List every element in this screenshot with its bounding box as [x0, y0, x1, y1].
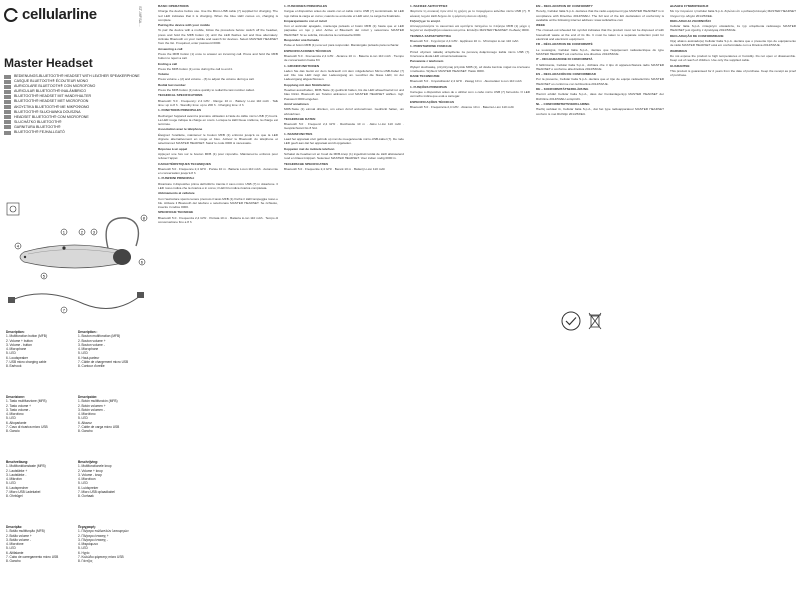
- language-list: [4, 74, 144, 135]
- section-text: The crossed-out wheeled bin symbol indicates that the product must not be disposed of with household waste at the end of its life. It must be taken to a separate collection point for electrical and electronic equipment.: [536, 28, 664, 42]
- legend-item: 3. Botón volumen -: [78, 407, 105, 412]
- legend-item: 5. LED: [78, 546, 88, 551]
- legend-item: 7. Câble de chargement micro USB: [78, 360, 129, 365]
- section-text: Bluetooth 5.0 · Frequenza 2,4 GHz · Portata 10 m · Batteria Li-ion 110 mAh · Tempo di conversazione fino a 8 h: [158, 215, 278, 225]
- legend-item: 4. Mikrofon: [6, 477, 22, 482]
- language-label: BLUETOOTH® FEJHALLGATÓ: [14, 130, 65, 135]
- legend-item: 8. Contour d'oreille: [78, 364, 105, 369]
- section-heading: EN – DECLARATION OF CONFORMITY: [536, 4, 593, 8]
- flag-icon: [4, 105, 11, 109]
- svg-text:1: 1: [62, 229, 65, 235]
- section-text: Charge the device before use. Use the Micro-USB cable (7) supplied for charging. The red LED indicates that it is charging. When the blue LED comes on, charging is complete.: [158, 9, 278, 22]
- language-label: ΑΚΟΥΣΤΙΚΑ BLUETOOTH® ΜΕ ΜΙΚΡΟΦΩΝΟ: [14, 104, 90, 109]
- section-text: Bluetooth: 5.0 · Frequency: 2.4 GHz · Range: 10 m · Battery: Li-ion 110 mAh · Talk time: up to 8 h · Standby time: up to 200 h · Charging time: 2 h: [158, 98, 278, 107]
- legend-item: 7. Cavo di ricarica micro USB: [6, 425, 48, 430]
- section-text: Bluetooth 5.0 · Συχνότητα 2,4 GHz · Εμβέλεια 10 m · Μπαταρία Li-ion 110 mAh: [410, 39, 519, 44]
- flag-icon: [4, 80, 11, 84]
- section-text: Laad het apparaat vóór gebruik op met de meegeleverde micro-USB-kabel (7). De rode LED geeft aan dat het apparaat wordt opgeladen.: [284, 137, 404, 146]
- legend-item: 3. Lautstärke -: [6, 472, 27, 477]
- section-text: Appuyez une fois sur le bouton MFB (1) pour répondre. Maintenez-le enfoncé pour refuser l'appel.: [158, 151, 278, 161]
- section-heading: 1. FONCTIONS PRINCIPALES: [158, 108, 202, 113]
- document-title: Master Headset: [4, 56, 93, 70]
- legend-heading: Περιγραφή:: [78, 525, 96, 529]
- section-heading: Anruf annehmen: [284, 101, 309, 106]
- legend-item: 4. Microfoon: [78, 477, 96, 482]
- legend-item: 2. Botão volume +: [6, 533, 32, 538]
- legend-item: 7. Cable de carga micro USB: [78, 425, 120, 430]
- section-heading: 1. FUNZIONI PRINCIPALI: [158, 176, 195, 181]
- section-text: Laden Sie das Gerät vor dem Gebrauch mit dem mitgelieferten Micro-USB-Kabel (7) auf. Die rote LED zeigt den Ladevorgang an. Leuchtet die blaue LED, ist der Ladevorgang abgeschlossen.: [284, 68, 404, 82]
- section-heading: ΤΕΧΝΙΚΑ ΧΑΡΑΚΤΗΡΙΣΤΙΚΑ: [410, 33, 452, 38]
- legend-item: 8. Earhook: [6, 364, 22, 369]
- section-heading: Kopplung mit dem Mobiltelefon: [284, 82, 331, 87]
- section-heading: 1. FUNCIONES PRINCIPALES: [284, 4, 328, 8]
- legend-item: 7. Cabo de carregamento micro USB: [6, 555, 59, 560]
- legend-de: [6, 460, 72, 499]
- text-column-3: [284, 4, 404, 596]
- section-heading: DEKLARACJA ZGODNOŚCI: [670, 18, 711, 23]
- section-heading: 1. GRUNDFUNKTIONEN: [284, 63, 320, 68]
- legend-gr: [78, 525, 144, 564]
- section-heading: 1. FUNÇÕES PRINCIPAIS: [410, 84, 447, 89]
- section-heading: CARACTÉRISTIQUES TECHNIQUES: [158, 161, 211, 166]
- legend-item: 5. LED: [6, 351, 16, 356]
- legend-item: 8. Gancio: [6, 429, 20, 434]
- legend-item: 1. Botón multifunción (MFB): [78, 399, 118, 404]
- section-heading: IT – DICHIARAZIONE DI CONFORMITÀ: [536, 57, 593, 62]
- legend-item: 8. Oorhaak: [78, 494, 94, 499]
- brand-logo: [4, 6, 97, 23]
- legend-item: 6. Ηχείο: [78, 550, 90, 555]
- svg-text:6: 6: [140, 259, 143, 265]
- section-heading: Answering a call: [158, 46, 183, 51]
- section-heading: Ending a call: [158, 61, 178, 66]
- language-label: SLUCHÁTKO BLUETOOTH®: [14, 119, 62, 124]
- section-heading: SPECIFICHE TECNICHE: [158, 210, 194, 215]
- language-label: GARNITURA BLUETOOTH®: [14, 124, 61, 129]
- flag-icon: [4, 110, 11, 114]
- legend-item: 8. Ohrbügel: [6, 494, 23, 499]
- legend-item: 1. Botão multifunção (MFB): [6, 529, 45, 534]
- section-text: O(a) abaixo assinado(a) Cellular Italia S.p.A. declara que o presente tipo de equipamento de rádio MASTER HEADSET está em conformidade com a Diretiva 2014/53/UE.: [670, 39, 796, 48]
- section-text: Éteignez l'oreillette, maintenez le bouton MFB (1) enfoncé jusqu'à ce que la LED clignote alternativement en rouge et bleu. Activez le Bluetooth du téléphone et sélectionnez MASTER HEADSET. Saisir le code 0000 si nécessaire.: [158, 132, 278, 146]
- section-text: Press the MFB button (1) once during the call to end it.: [158, 66, 233, 71]
- legend-item: 1. Tasto multifunzione (MFB): [6, 399, 47, 404]
- section-heading: Koppelen met de mobiele telefoon: [284, 146, 335, 151]
- section-heading: DE – KONFORMITÄTSERKLÄRUNG: [536, 87, 589, 92]
- legend-nl: [78, 460, 144, 499]
- section-text: To pair the device with a mobile, follow the procedure below: switch off the headset, press and hold the MFB button (1) until the LED flashes red and blue alternately. Activate Bluetooth on your mobile and search for devices. Select MASTER HEADSET from the list. If required, enter password 0000.: [158, 28, 278, 46]
- legend-heading: Descrizione:: [6, 395, 25, 399]
- language-label: BLUETOOTH® HEADSET MET MICROFOON: [14, 99, 89, 104]
- flag-icon: [4, 75, 11, 79]
- brand-name: cellularline: [22, 6, 97, 23]
- legend-item: 8. Γάντζος: [78, 559, 93, 564]
- legend-item: 2. Tasto volume +: [6, 403, 32, 408]
- legend-item: 3. Bouton volume -: [78, 342, 105, 347]
- flag-icon: [4, 85, 11, 89]
- section-heading: ES – DECLARACIÓN DE CONFORMIDAD: [536, 72, 596, 77]
- flag-icon: [4, 125, 11, 129]
- section-text: Schakel de headset uit en houd de MFB-knop (1) ingedrukt totdat de LED afwisselend rood en blauw knippert. Selecteer MASTER HEADSET. Voer indien nodig 0000 in.: [284, 151, 404, 161]
- section-text: Headset ausschalten, MFB-Taste (1) gedrückt halten, bis die LED abwechselnd rot und blau blinkt. Bluetooth am Telefon aktivieren und MASTER HEADSET wählen. Ggf. Passwort 0000 eingeben.: [284, 88, 404, 101]
- legend-item: 4. Micrófono: [78, 412, 96, 417]
- section-text: Bluetooth 5.0 · Częstotliwość 2,4 GHz · Zasięg 10 m · Akumulator Li-ion 110 mAh: [410, 79, 522, 84]
- section-heading: WARNINGS: [670, 48, 688, 53]
- legend-item: 5. LED: [6, 481, 16, 486]
- section-text: Carregue o dispositivo antes de o utilizar com o cabo micro USB (7) fornecido. O LED vermelho indica que está a carregar.: [410, 90, 530, 99]
- mfb-button-icon: [62, 246, 65, 249]
- section-heading: Volume: [158, 72, 169, 77]
- svg-text:8: 8: [142, 215, 145, 221]
- legend-item: 4. Microphone: [6, 347, 27, 352]
- legend-item: 4. Microphone: [78, 347, 99, 352]
- legend-item: 6. Loudspeaker: [6, 355, 28, 360]
- section-text: Rechargez l'appareil avant la première utilisation à l'aide du câble micro USB (7) fourni. La LED rouge indique la charge en cours. Lorsque la LED bleue s'allume, la charge est terminée.: [158, 113, 278, 127]
- section-heading: Réponse à un appel: [158, 146, 188, 151]
- legend-item: 1. Multifunctionele knop: [78, 464, 112, 469]
- legend-it: [6, 395, 72, 434]
- section-heading: Responder una llamada: [284, 38, 319, 43]
- section-heading: DECLARAÇÃO DE CONFORMIDADE: [670, 33, 724, 38]
- section-text: Bluetooth 5.0 · Frequência 2,4 GHz · Alcance 10 m · Bateria Li-ion 110 mAh: [410, 104, 514, 109]
- section-text: Por la presente, Cellular Italia S.p.A. declara que el tipo de equipo radioeléctrico MASTER HEADSET es conforme con la Directiva 2014/53/UE.: [536, 77, 664, 86]
- text-column-4: [410, 4, 530, 596]
- legend-es: [78, 395, 144, 434]
- legend-item: 3. Volume - knop: [78, 472, 102, 477]
- section-heading: ESPECIFICAÇÕES TÉCNICAS: [410, 99, 455, 104]
- section-heading: TECHNICAL SPECIFICATIONS: [158, 93, 203, 98]
- legend-heading: Beschrijving:: [78, 460, 99, 464]
- section-text: Ricaricare il dispositivo prima dell'utilizzo tramite il cavo micro USB (7) in dotazione. Il LED rosso indica che la ricarica è in corso; il LED blu indica ricarica completata.: [158, 181, 278, 190]
- section-heading: 1. PODSTAWOWE FUNKCJE: [410, 44, 452, 49]
- legend-item: 2. Lautstärke +: [6, 468, 28, 473]
- legend-item: 5. LED: [78, 481, 88, 486]
- section-heading: NL – CONFORMITEITSVERKLARING: [536, 101, 590, 106]
- legend-item: 6. Altavoz: [78, 420, 92, 425]
- svg-text:2: 2: [80, 229, 83, 235]
- language-label: HEADSET BLUETOOTH® COM MICROFONE: [14, 114, 89, 119]
- section-text: Bluetooth 5.0 · Frequentie 2,4 GHz · Bereik 10 m · Batterij Li-ion 110 mAh: [284, 166, 386, 171]
- section-text: Con el auricular apagado, mantenga pulsado el botón MFB (1) hasta que el LED parpadee en rojo y azul. Active el Bluetooth del móvil y seleccione MASTER HEADSET. Si se solicita, introduzca la contraseña 0000.: [284, 24, 404, 37]
- legend-item: 8. Gancho: [78, 429, 93, 434]
- section-heading: WEEE: [536, 23, 546, 28]
- usb-cable-icon: [12, 294, 140, 309]
- legend-item: 6. Altifalante: [6, 550, 24, 555]
- legend-heading: Description :: [78, 330, 98, 334]
- section-heading: 1. ΒΑΣΙΚΕΣ ΛΕΙΤΟΥΡΓΙΕΣ: [410, 4, 448, 8]
- section-text: Φορτίστε τη συσκευή πριν από τη χρήση με το παρεχόμενο καλώδιο micro USB (7). Η κόκκινη λυχνία LED δείχνει ότι η φόρτιση είναι σε εξέλιξη.: [410, 9, 530, 18]
- section-text: Con l'auricolare spento tenere premuto il tasto MFB (1) finché il LED lampeggia rosso e blu. Attivare il Bluetooth del telefono e selezionare MASTER HEADSET. Se richiesto, inserire il codice 0000.: [158, 196, 278, 210]
- svg-text:4: 4: [16, 243, 19, 249]
- section-heading: Association avec le téléphone: [158, 127, 203, 132]
- legend-item: 3. Πλήκτρο έντασης -: [78, 537, 108, 542]
- section-heading: Pairing the device with your mobile: [158, 23, 210, 28]
- section-heading: 1. BASISFUNCTIES: [284, 131, 313, 136]
- section-text: Press volume + (2) and volume - (3) to adjust the volume during a call.: [158, 77, 255, 82]
- section-text: Hiermit erklärt Cellular Italia S.p.A., dass der Funkanlagentyp MASTER HEADSET der Richtlinie 2014/53/EU entspricht.: [536, 92, 664, 101]
- section-heading: ΔΗΛΩΣΗ ΣΥΜΜΟΡΦΩΣΗΣ: [670, 4, 709, 8]
- legend-item: 1. Multifunction button (MFB): [6, 334, 47, 339]
- flag-icon: [4, 131, 11, 135]
- legend-item: 2. Botón volumen +: [78, 403, 106, 408]
- legend-item: 2. Πλήκτρο έντασης +: [78, 533, 109, 538]
- section-heading: Redial last number: [158, 82, 186, 87]
- section-text: Hereby, Cellular Italia S.p.A. declares that the radio equipment type MASTER HEADSET is in compliance with Directive 2014/53/EU. The full text of the EU declaration of conformity is available at the following internet address: www.cellularline.com: [536, 9, 664, 22]
- legend-item: 2. Volume + knop: [78, 468, 103, 473]
- flag-icon: [4, 90, 11, 94]
- legend-item: 4. Microfono: [6, 412, 24, 417]
- section-heading: BASIC OPERATIONS: [158, 4, 189, 8]
- section-text: Cellular Italia S.p.A. niniejszym oświadcza, że typ urządzenia radiowego MASTER HEADSET jest zgodny z dyrektywą 2014/53/UE.: [670, 24, 796, 33]
- legend-item: 6. Haut-parleur: [78, 355, 100, 360]
- legend-item: 3. Tasto volume -: [6, 407, 31, 412]
- language-label: BEDIENUNGS-BLUETOOTH® HEADSET WITH LEATHER SPEAKERPHONE: [14, 74, 140, 78]
- legend-item: 2. Bouton volume +: [78, 338, 106, 343]
- section-heading: GUARANTEE: [670, 63, 690, 68]
- section-text: Bluetooth 5.0 · Frecuencia 2,4 GHz · Alcance 10 m · Batería Li-ion 110 mAh · Tiempo de conversación hasta 8 h: [284, 53, 404, 63]
- svg-text:7: 7: [62, 307, 65, 313]
- section-heading: DANE TECHNICZNE: [410, 74, 440, 79]
- legend-item: 5. LED: [78, 416, 88, 421]
- section-text: Do not expose the product to high temperatures or humidity. Do not open or disassemble. Keep out of reach of children. Use only the supplied cable.: [670, 53, 796, 63]
- language-label: AURICULAR BLUETOOTH® INALÁMBRICO: [14, 89, 87, 94]
- legend-item: 4. Microfone: [6, 542, 24, 547]
- microphone-icon: [24, 256, 26, 258]
- legend-item: 7. USB micro charging cable: [6, 360, 47, 365]
- legend-item: 6. Luidspreker: [78, 485, 99, 490]
- flag-icon: [4, 100, 11, 104]
- legend-item: 7. Καλώδιο φόρτισης micro USB: [78, 555, 124, 560]
- legend-fr: [78, 330, 144, 369]
- legend-item: 1. Multifunktionstaste (MFB): [6, 464, 46, 469]
- section-text: Press the MFB button (1) once to answer an incoming call. Press and hold the MFB button to reject a call.: [158, 51, 278, 61]
- svg-text:5: 5: [42, 273, 45, 279]
- section-heading: Parowanie z telefonem: [410, 59, 444, 64]
- legend-item: 5. LED: [6, 416, 16, 421]
- section-text: Wyłącz słuchawkę, przytrzymaj przycisk MFB (1), aż dioda zacznie migać na czerwono i niebiesko. Wybierz MASTER HEADSET. Hasło 0000.: [410, 64, 530, 73]
- section-text: Przed użyciem naładuj urządzenie za pomocą dołączonego kabla micro USB (7). Czerwona dioda LED oznacza ładowanie.: [410, 49, 530, 58]
- section-text: This product is guaranteed for 2 years from the date of purchase. Keep the receipt as proof of purchase.: [670, 68, 796, 78]
- legend-item: 6. Altoparlante: [6, 420, 27, 425]
- language-label: AURICOLARE BLUETOOTH® CON MICROFONO: [14, 84, 96, 89]
- speaker-icon: [113, 249, 131, 265]
- legend-item: 1. Bouton multifonction (MFB): [78, 334, 121, 339]
- section-text: Le soussigné, Cellular Italia S.p.A., déclare que l'équipement radioélectrique du type MASTER HEADSET est conforme à la directive 2014/53/UE.: [536, 47, 664, 56]
- earhook-icon: [106, 218, 138, 248]
- section-heading: TECHNISCHE SPECIFICATIES: [284, 161, 329, 166]
- language-label: BLUETOOTH® HEADSET MIT HANDYHALTER: [14, 94, 92, 99]
- legend-item: 5. LED: [78, 351, 88, 356]
- section-text: Hierbij verklaar ik, Cellular Italia S.p.A., dat het type radioapparatuur MASTER HEADSET conform is met Richtlijn 2014/53/EU.: [536, 107, 664, 116]
- legend-item: 1. Πλήκτρο πολλαπλών λειτουργιών: [78, 529, 129, 534]
- legend-pt: [6, 525, 72, 564]
- section-text: Cargue el dispositivo antes de usarlo con el cable micro USB (7) suministrado. El LED rojo indica la carga en curso; cuando se enciende el LED azul, la carga ha finalizado.: [284, 9, 404, 18]
- legend-item: 3. Botão volume -: [6, 537, 31, 542]
- section-text: Απενεργοποιήστε το ακουστικό και κρατήστε πατημένο το πλήκτρο MFB (1) μέχρι η λυχνία να αναβοσβήνει κόκκινο και μπλε. Επιλέξτε MASTER HEADSET. Κωδικός 0000.: [410, 24, 530, 33]
- legend-item: 7. Micro USB Ladekabel: [6, 490, 41, 495]
- product-code: ST-MFSA...: [138, 6, 143, 27]
- section-text: Bluetooth 5.0 · Fréquence 2,4 GHz · Portée 10 m · Batterie Li-ion 110 mAh · Autonomie en conversation jusqu'à 8 h: [158, 166, 278, 176]
- brand-mark-icon: [4, 8, 18, 22]
- detail-box-icon: [7, 203, 19, 215]
- section-text: Pulse el botón MFB (1) una vez para responder. Manténgalo pulsado para rechazar.: [284, 43, 400, 48]
- legend-item: 6. Lautsprecher: [6, 485, 29, 490]
- legend-en: [6, 330, 72, 369]
- flag-icon: [4, 120, 11, 124]
- section-text: Press the MFB button (1) twice quickly to redial the last number called.: [158, 88, 255, 93]
- section-text: Με την παρούσα η Cellular Italia S.p.A. δηλώνει ότι ο ραδιοεξοπλισμός MASTER HEADSET πληροί την οδηγία 2014/53/ΕΕ.: [670, 9, 796, 18]
- language-label: BLUETOOTH® SŁUCHAWKA DOUSZNA: [14, 109, 81, 114]
- legend-heading: Description:: [6, 330, 25, 334]
- language-item: [4, 130, 144, 135]
- section-heading: Emparejamiento con el móvil: [284, 18, 327, 23]
- text-column-2: [158, 4, 278, 596]
- headset-diagram: [4, 200, 149, 320]
- section-text: Il fabbricante, Cellular Italia S.p.A., dichiara che il tipo di apparecchiatura radio MASTER HEADSET è conforme alla direttiva 2014/53/UE.: [536, 62, 664, 71]
- section-heading: ESPECIFICACIONES TÉCNICAS: [284, 48, 332, 53]
- section-text: MFB-Taste (1) einmal drücken, um einen Anruf anzunehmen. Gedrückt halten, um abzulehnen.: [284, 107, 404, 116]
- legend-heading: Descrição:: [6, 525, 23, 529]
- flag-icon: [4, 95, 11, 99]
- language-label: CASQUE BLUETOOTH® ÉCOUTEUR MONO: [14, 79, 89, 84]
- text-column-5: [536, 4, 664, 596]
- legend-heading: Beschreibung:: [6, 460, 29, 464]
- legend-item: 4. Μικρόφωνο: [78, 542, 99, 547]
- flag-icon: [4, 115, 11, 119]
- section-heading: TECHNISCHE DATEN: [284, 116, 316, 121]
- legend-item: 5. LED: [6, 546, 16, 551]
- legend-heading: Descripción:: [78, 395, 98, 399]
- legend-item: 7. Micro USB oplaadkabel: [78, 490, 115, 495]
- section-heading: Σύζευξη με το κινητό: [410, 18, 441, 23]
- text-column-6: [670, 4, 796, 596]
- legend-item: 3. Volume - button: [6, 342, 32, 347]
- legend-item: 8. Gancho: [6, 559, 21, 564]
- legend-item: 2. Volume + button: [6, 338, 33, 343]
- svg-text:3: 3: [92, 229, 95, 235]
- section-text: Bluetooth 5.0 · Frequenz 2,4 GHz · Reichweite 10 m · Akku Li-Ion 110 mAh · Gesprächszeit bis 8 Std.: [284, 122, 404, 131]
- section-heading: Abbinamento al cellulare: [158, 191, 195, 196]
- section-heading: FR – DÉCLARATION DE CONFORMITÉ: [536, 42, 593, 47]
